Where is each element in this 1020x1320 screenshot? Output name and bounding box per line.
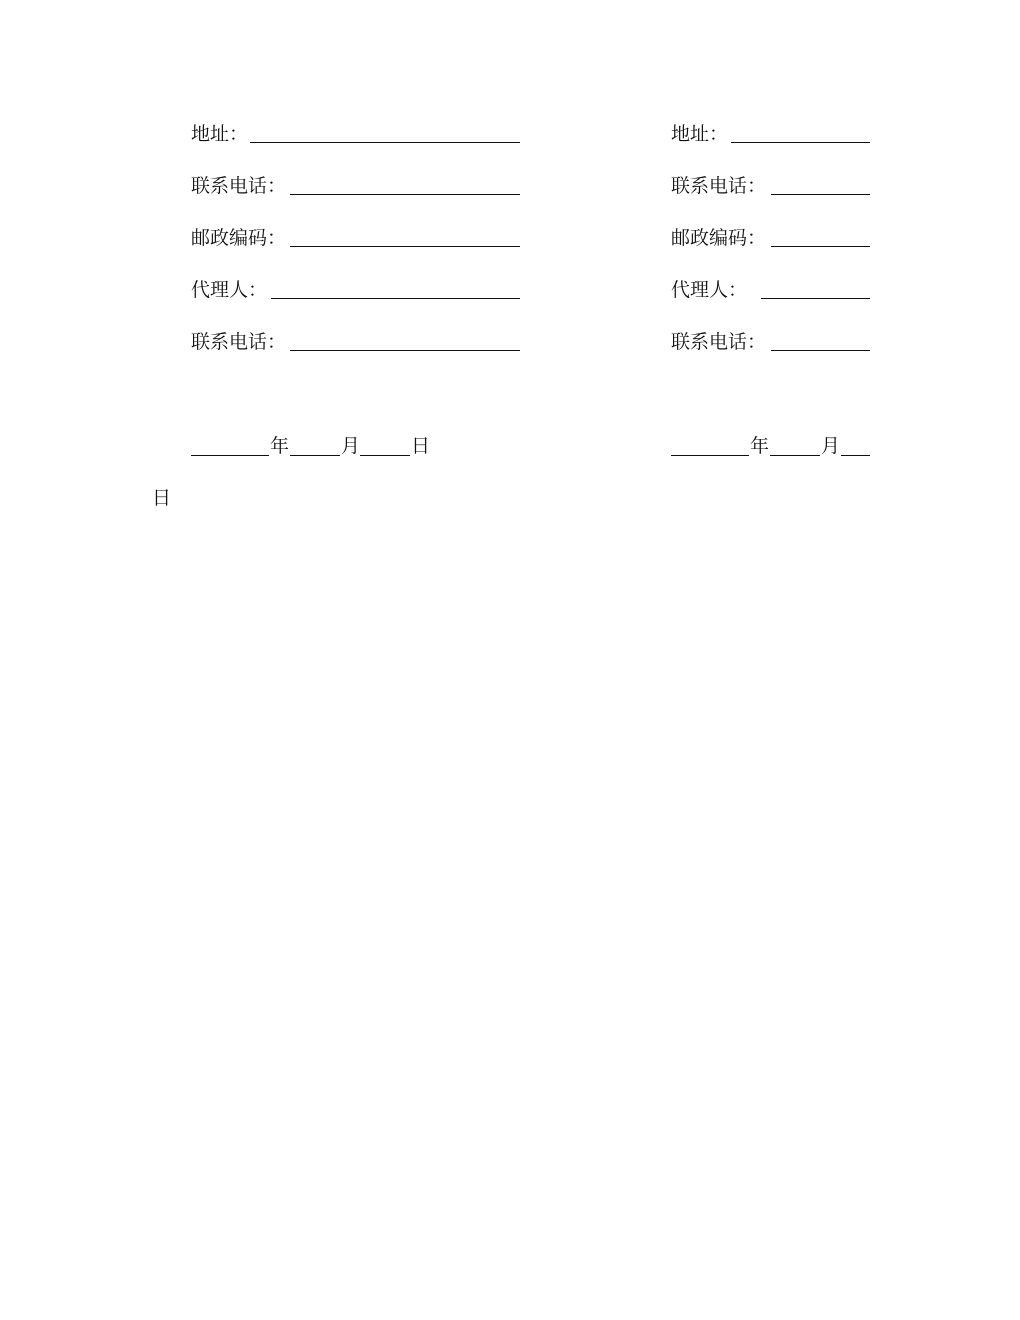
right-phone-label: 联系电话： <box>671 175 767 197</box>
right-day-blank <box>841 455 870 456</box>
left-year-blank <box>191 455 269 456</box>
left-month-blank <box>290 455 340 456</box>
right-year-blank <box>671 455 749 456</box>
right-day-label: 日 <box>152 487 172 509</box>
left-postal-code-blank <box>290 246 520 247</box>
left-phone-label: 联系电话： <box>191 175 287 197</box>
left-agent-phone-label: 联系电话： <box>191 331 287 353</box>
left-agent-phone-blank <box>290 350 520 351</box>
right-year-label: 年 <box>750 435 770 457</box>
left-month-label: 月 <box>341 435 361 457</box>
left-address-label: 地址： <box>191 123 249 145</box>
left-address-blank <box>250 142 520 143</box>
right-month-blank <box>770 455 820 456</box>
left-phone-blank <box>290 194 520 195</box>
right-postal-code-blank <box>771 246 870 247</box>
right-phone-blank <box>771 194 870 195</box>
right-postal-code-label: 邮政编码： <box>671 227 767 249</box>
right-address-blank <box>731 142 870 143</box>
left-postal-code-label: 邮政编码： <box>191 227 287 249</box>
left-year-label: 年 <box>270 435 290 457</box>
right-address-label: 地址： <box>671 123 729 145</box>
right-agent-phone-label: 联系电话： <box>671 331 767 353</box>
left-agent-label: 代理人： <box>191 279 268 301</box>
right-agent-label: 代理人： <box>671 279 748 301</box>
left-day-label: 日 <box>411 435 431 457</box>
right-agent-phone-blank <box>771 350 870 351</box>
left-agent-blank <box>271 298 520 299</box>
left-day-blank <box>360 455 410 456</box>
right-month-label: 月 <box>821 435 841 457</box>
right-agent-blank <box>761 298 870 299</box>
